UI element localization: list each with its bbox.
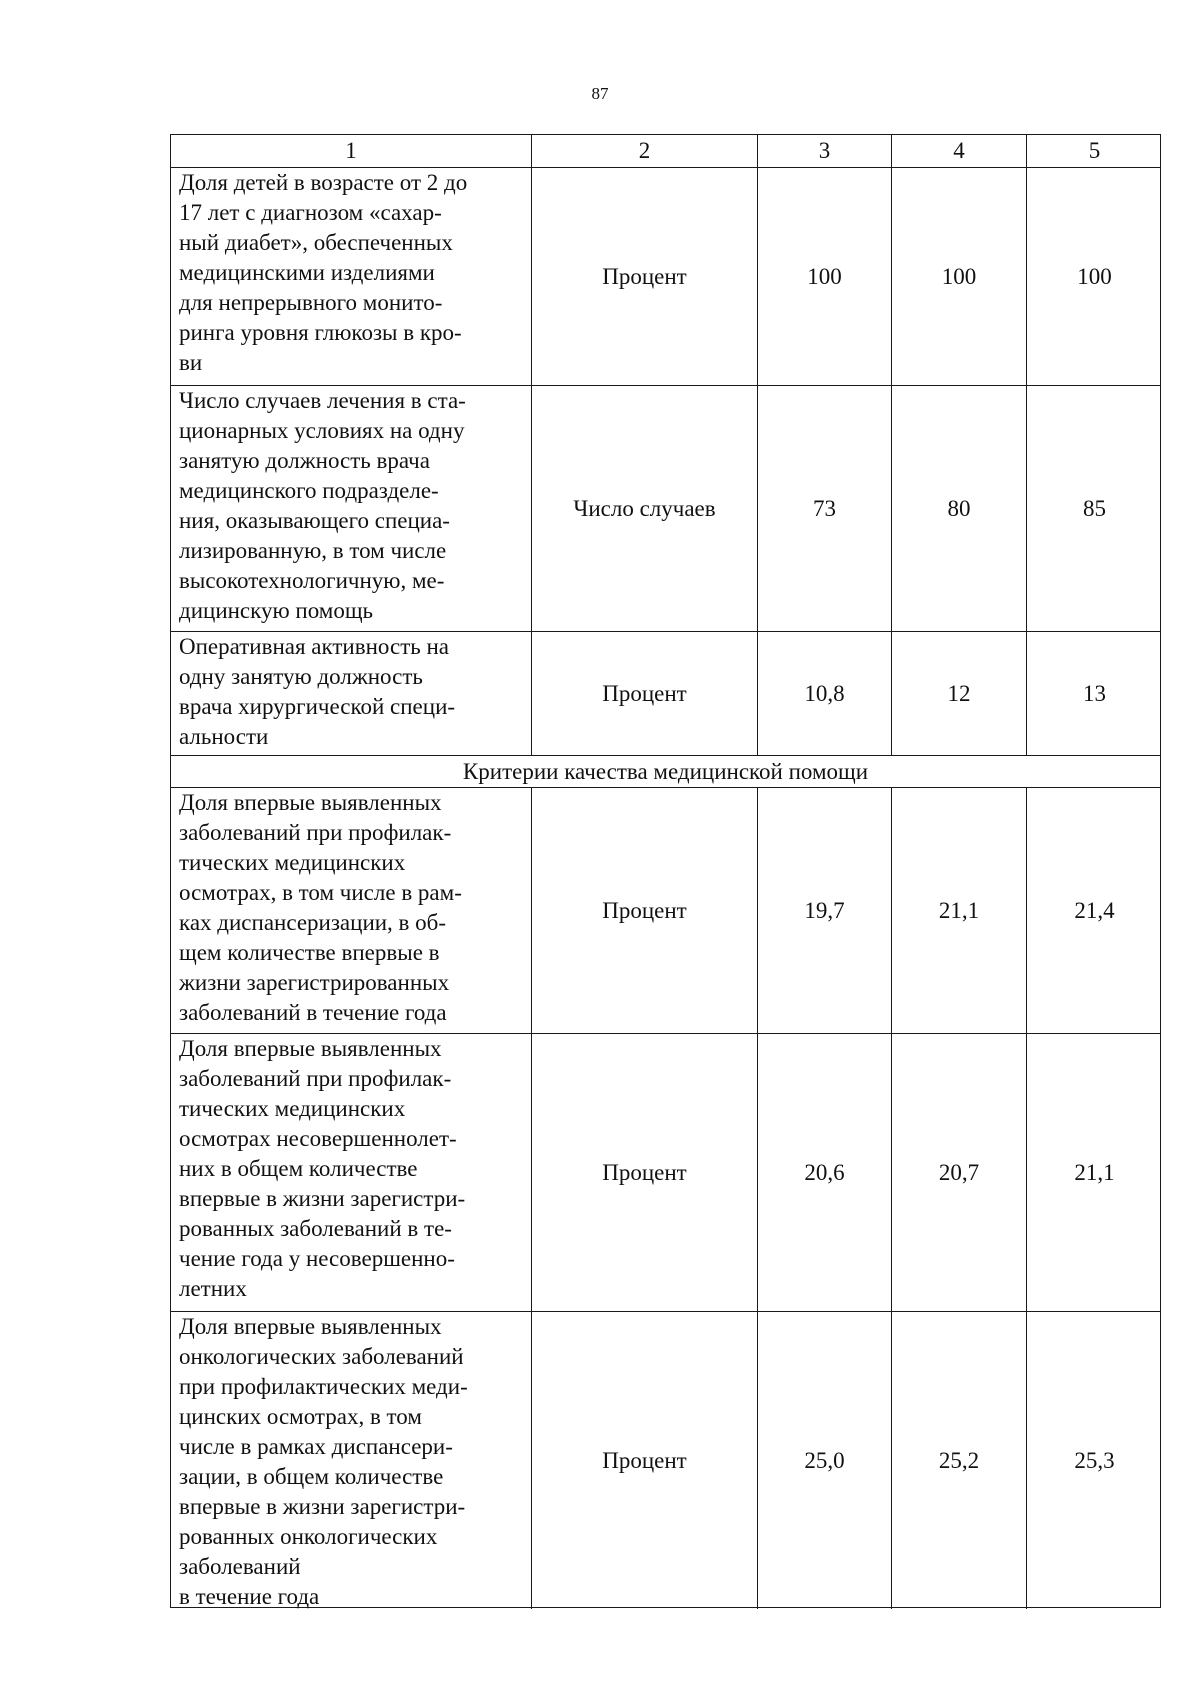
indicator-cell: Доля впервые выявленных заболеваний при профилак- тических медицинских осмотрах несовершеннолет- них в общем количестве впервые в жизни зарегистри- рованных заболеваний в те- чение года у несовершенно- летних: [171, 1034, 532, 1311]
value-cell-col3: 20,6: [758, 1034, 892, 1311]
value-cell-col3: 100: [758, 168, 892, 385]
value-cell-col4: 12: [892, 632, 1027, 755]
section-title: Критерии качества медицинской помощи: [462, 758, 869, 784]
table-row: [171, 386, 1160, 632]
indicators-table: [170, 134, 1161, 1608]
unit-cell: Число случаев: [532, 386, 758, 631]
value-cell-col5: 25,3: [1074, 1447, 1115, 1473]
unit-cell: Процент: [532, 788, 758, 1033]
unit-cell: Процент: [532, 1034, 758, 1311]
table-header-row: [171, 135, 1160, 168]
header-col-1: 1: [171, 135, 532, 167]
value-cell-col4: 21,1: [892, 788, 1027, 1033]
table-row: [171, 168, 1160, 386]
indicator-cell: Доля впервые выявленных заболеваний при профилак- тических медицинских осмотрах, в том числе в рам- ках диспансеризации, в об- щем количестве впервые в жизни зарегистрированных заболеваний в течение года: [171, 788, 532, 1033]
table-row: [171, 788, 1160, 1034]
header-col-3: 3: [758, 135, 892, 167]
table-row: [171, 632, 1160, 756]
value-cell-col5: 85: [1083, 495, 1106, 521]
value-cell-col4: 20,7: [892, 1034, 1027, 1311]
value-cell-col5: 21,4: [1074, 897, 1115, 923]
value-cell-col3: 10,8: [758, 632, 892, 755]
value-cell-col5: 21,1: [1074, 1159, 1115, 1185]
value-cell-col5: 13: [1083, 680, 1106, 706]
value-cell-col5: 100: [1077, 263, 1112, 289]
value-cell-col4: 100: [892, 168, 1027, 385]
unit-cell: Процент: [532, 1312, 758, 1609]
indicator-cell: Доля детей в возрасте от 2 до 17 лет с диагнозом «сахар- ный диабет», обеспеченных медицинскими изделиями для непрерывного монито- ринга уровня глюкозы в кро- ви: [171, 168, 532, 385]
header-col-4: 4: [892, 135, 1027, 167]
value-cell-col3: 73: [758, 386, 892, 631]
value-cell-col3: 25,0: [758, 1312, 892, 1609]
page-number: 87: [591, 84, 609, 103]
value-cell-col4: 25,2: [892, 1312, 1027, 1609]
indicator-cell: Оперативная активность на одну занятую должность врача хирургической специ- альности: [171, 632, 532, 755]
table-row: [171, 1312, 1160, 1609]
header-col-2: 2: [532, 135, 758, 167]
unit-cell: Процент: [532, 632, 758, 755]
unit-cell: Процент: [532, 168, 758, 385]
indicator-cell: Число случаев лечения в ста- ционарных условиях на одну занятую должность врача медицинского подразделе- ния, оказывающего специа- лизированную, в том числе высокотехнологичную, ме- дицинскую помощь: [171, 386, 532, 631]
section-title-row: [171, 756, 1160, 788]
value-cell-col3: 19,7: [758, 788, 892, 1033]
table-row: [171, 1034, 1160, 1312]
header-col-5: 5: [1088, 138, 1101, 163]
indicator-cell: Доля впервые выявленных онкологических заболеваний при профилактических меди- цинских осмотрах, в том числе в рамках диспансери- зации, в общем количестве впервые в жизни зарегистри- рованных онкологических заболеваний в течение года: [171, 1312, 532, 1609]
value-cell-col4: 80: [892, 386, 1027, 631]
